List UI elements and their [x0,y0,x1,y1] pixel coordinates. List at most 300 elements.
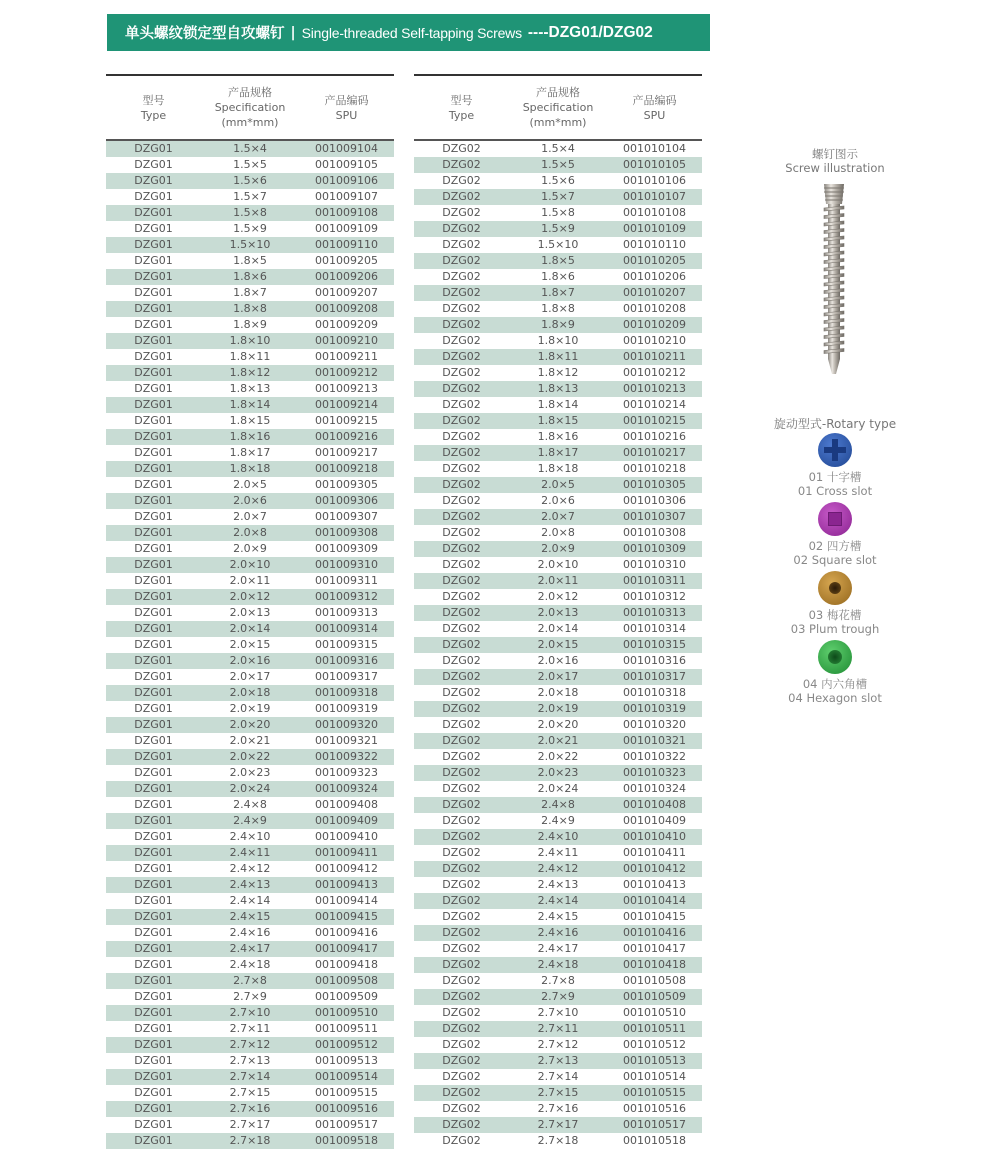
table-row [106,765,394,781]
table-body [414,141,702,1149]
table-row [414,973,702,989]
cell-specification: 1.8×5 [541,254,575,267]
table-row [106,141,394,157]
cell-specification: 1.8×8 [541,302,575,315]
cell-specification: 2.0×7 [541,510,575,523]
cell-type: DZG02 [442,814,481,827]
header-type: 型号 Type [140,93,167,122]
cell-spu: 001010313 [623,606,686,619]
table-row [106,509,394,525]
table-row [414,397,702,413]
cell-spu: 001009205 [315,254,378,267]
cell-type: DZG02 [442,1086,481,1099]
cell-specification: 2.7×14 [229,1070,271,1083]
cell-spu: 001009516 [315,1102,378,1115]
table-row [414,877,702,893]
cell-specification: 1.8×14 [229,398,271,411]
cell-spu: 001010316 [623,654,686,667]
table-row [106,893,394,909]
cell-spu: 001009518 [315,1134,378,1147]
table-row [414,477,702,493]
cell-spu: 001010307 [623,510,686,523]
table-row [106,1133,394,1149]
cell-type: DZG01 [134,142,173,155]
table-row [414,237,702,253]
cell-type: DZG01 [134,222,173,235]
table-row [414,269,702,285]
table-row [414,461,702,477]
cell-spu: 001010517 [623,1118,686,1131]
cell-type: DZG02 [442,398,481,411]
cell-specification: 1.8×13 [537,382,579,395]
cell-specification: 2.4×18 [229,958,271,971]
table-row [414,845,702,861]
cell-type: DZG01 [134,334,173,347]
cell-type: DZG02 [442,654,481,667]
cell-spu: 001010513 [623,1054,686,1067]
cell-specification: 2.0×7 [233,510,267,523]
table-row [106,669,394,685]
cell-type: DZG01 [134,926,173,939]
cell-spu: 001010310 [623,558,686,571]
cell-type: DZG01 [134,686,173,699]
table-row [106,781,394,797]
table-row [106,189,394,205]
spec-table-dzg02 [414,74,702,1149]
table-row [414,605,702,621]
table-row [106,221,394,237]
cell-specification: 2.0×10 [229,558,271,571]
cell-spu: 001009514 [315,1070,378,1083]
cell-specification: 2.7×17 [229,1118,271,1131]
cell-spu: 001009305 [315,478,378,491]
table-row [414,1117,702,1133]
cell-spu: 001009415 [315,910,378,923]
cell-spu: 001009324 [315,782,378,795]
table-row [414,301,702,317]
table-row [106,653,394,669]
cell-type: DZG02 [442,382,481,395]
cell-type: DZG01 [134,510,173,523]
table-row [414,765,702,781]
table-row [106,973,394,989]
table-row [106,493,394,509]
cell-type: DZG01 [134,654,173,667]
cell-spu: 001010314 [623,622,686,635]
cell-specification: 2.0×21 [229,734,271,747]
cell-type: DZG02 [442,446,481,459]
cell-spu: 001010414 [623,894,686,907]
cell-specification: 2.0×16 [229,654,271,667]
cell-spu: 001009412 [315,862,378,875]
cell-type: DZG02 [442,894,481,907]
table-row [106,317,394,333]
cell-type: DZG01 [134,670,173,683]
cell-spu: 001010212 [623,366,686,379]
cell-specification: 2.4×8 [541,798,575,811]
cell-type: DZG02 [442,974,481,987]
table-row [414,1069,702,1085]
cross-slot-icon [818,433,852,467]
cell-spu: 001009208 [315,302,378,315]
cell-type: DZG01 [134,174,173,187]
cell-specification: 2.0×21 [537,734,579,747]
table-body [106,141,394,1149]
table-row [106,333,394,349]
cell-type: DZG02 [442,462,481,475]
table-row [414,733,702,749]
cell-spu: 001009107 [315,190,378,203]
cell-specification: 2.0×15 [229,638,271,651]
cell-type: DZG01 [134,734,173,747]
table-row [106,301,394,317]
cell-specification: 2.0×22 [229,750,271,763]
cell-spu: 001010514 [623,1070,686,1083]
cell-type: DZG01 [134,430,173,443]
table-row [414,669,702,685]
cell-spu: 001009308 [315,526,378,539]
cell-type: DZG01 [134,974,173,987]
cell-specification: 2.4×10 [537,830,579,843]
table-row [414,1085,702,1101]
cell-specification: 1.8×7 [233,286,267,299]
cell-specification: 2.7×10 [537,1006,579,1019]
cell-specification: 1.8×18 [537,462,579,475]
cell-specification: 2.0×10 [537,558,579,571]
table-row [106,573,394,589]
cell-spu: 001010106 [623,174,686,187]
table-row [106,1117,394,1133]
cell-spu: 001010510 [623,1006,686,1019]
cell-type: DZG01 [134,494,173,507]
cell-specification: 2.4×15 [537,910,579,923]
cell-type: DZG02 [442,494,481,507]
cell-spu: 001009410 [315,830,378,843]
cell-spu: 001009105 [315,158,378,171]
table-row [106,989,394,1005]
cell-specification: 2.4×9 [541,814,575,827]
table-row [106,957,394,973]
cell-specification: 2.0×15 [537,638,579,651]
cell-type: DZG01 [134,238,173,251]
table-row [106,1069,394,1085]
cell-type: DZG01 [134,942,173,955]
cell-type: DZG01 [134,862,173,875]
cell-spu: 001010105 [623,158,686,171]
cell-type: DZG01 [134,526,173,539]
table-row [414,189,702,205]
cell-spu: 001009513 [315,1054,378,1067]
cell-spu: 001009213 [315,382,378,395]
cell-specification: 2.7×16 [229,1102,271,1115]
cell-type: DZG02 [442,878,481,891]
cell-type: DZG01 [134,1070,173,1083]
cell-type: DZG01 [134,750,173,763]
cell-type: DZG02 [442,846,481,859]
cell-type: DZG02 [442,350,481,363]
cell-specification: 1.5×6 [233,174,267,187]
cell-spu: 001010109 [623,222,686,235]
table-row [106,1085,394,1101]
table-row [414,1053,702,1069]
cell-spu: 001010413 [623,878,686,891]
table-row [106,269,394,285]
cell-spu: 001010319 [623,702,686,715]
hexagon-slot-icon [818,640,852,674]
cell-type: DZG01 [134,542,173,555]
cell-specification: 2.7×11 [537,1022,579,1035]
cell-spu: 001010306 [623,494,686,507]
cell-specification: 2.0×12 [229,590,271,603]
cell-specification: 2.0×19 [537,702,579,715]
cell-type: DZG02 [442,1022,481,1035]
cell-spu: 001010320 [623,718,686,731]
table-row [106,381,394,397]
table-row [106,1005,394,1021]
rotary-type-title: 旋动型式-Rotary type [773,417,897,431]
cell-spu: 001009109 [315,222,378,235]
cell-specification: 2.4×13 [229,878,271,891]
table-row [414,509,702,525]
cell-specification: 2.0×5 [233,478,267,491]
banner-separator: | [290,24,296,41]
cell-spu: 001010418 [623,958,686,971]
cell-specification: 2.0×17 [537,670,579,683]
cell-specification: 2.7×16 [537,1102,579,1115]
cell-specification: 1.8×11 [537,350,579,363]
cell-type: DZG01 [134,1054,173,1067]
cell-type: DZG01 [134,782,173,795]
cell-specification: 1.8×15 [537,414,579,427]
cell-spu: 001010205 [623,254,686,267]
cell-spu: 001010110 [623,238,686,251]
cell-specification: 2.0×6 [233,494,267,507]
cell-specification: 1.5×4 [541,142,575,155]
cell-type: DZG01 [134,622,173,635]
cell-type: DZG01 [134,1086,173,1099]
cell-specification: 2.4×12 [537,862,579,875]
screw-icon [818,182,850,377]
table-row [414,1021,702,1037]
cell-type: DZG02 [442,1118,481,1131]
cell-type: DZG02 [442,734,481,747]
cell-type: DZG01 [134,254,173,267]
table-row [414,1037,702,1053]
cell-specification: 1.8×17 [229,446,271,459]
cell-specification: 2.0×20 [537,718,579,731]
banner-title-en: Single-threaded Self-tapping Screws [301,24,522,41]
cell-spu: 001009104 [315,142,378,155]
cell-specification: 2.7×13 [229,1054,271,1067]
cell-spu: 001009510 [315,1006,378,1019]
cell-type: DZG02 [442,670,481,683]
cell-specification: 2.7×14 [537,1070,579,1083]
cell-specification: 2.4×14 [537,894,579,907]
cell-spu: 001009311 [315,574,378,587]
cell-type: DZG02 [442,286,481,299]
cell-specification: 1.8×10 [537,334,579,347]
table-row [106,845,394,861]
table-row [414,221,702,237]
cell-specification: 2.7×15 [229,1086,271,1099]
cell-type: DZG01 [134,286,173,299]
cell-type: DZG02 [442,142,481,155]
cell-specification: 1.5×10 [229,238,271,251]
table-row [106,429,394,445]
cell-specification: 2.7×11 [229,1022,271,1035]
cell-specification: 2.0×18 [537,686,579,699]
cell-spu: 001010206 [623,270,686,283]
cell-spu: 001009318 [315,686,378,699]
cell-type: DZG01 [134,846,173,859]
cell-specification: 1.8×6 [541,270,575,283]
cell-specification: 2.7×8 [541,974,575,987]
cell-type: DZG02 [442,862,481,875]
cell-type: DZG02 [442,1102,481,1115]
cell-type: DZG01 [134,990,173,1003]
cell-type: DZG01 [134,590,173,603]
table-row [414,333,702,349]
table-row [414,429,702,445]
cell-specification: 1.8×18 [229,462,271,475]
table-row [106,733,394,749]
cell-specification: 2.0×11 [537,574,579,587]
cell-specification: 1.5×4 [233,142,267,155]
table-row [106,157,394,173]
cell-specification: 2.0×19 [229,702,271,715]
cell-type: DZG01 [134,206,173,219]
cell-specification: 1.8×14 [537,398,579,411]
table-row [106,685,394,701]
table-row [414,685,702,701]
table-row [106,445,394,461]
header-type: 型号 Type [448,93,475,122]
cell-spu: 001010215 [623,414,686,427]
cell-specification: 1.8×13 [229,382,271,395]
cell-spu: 001010411 [623,846,686,859]
cell-type: DZG02 [442,750,481,763]
table-row [106,173,394,189]
cell-type: DZG02 [442,318,481,331]
cell-spu: 001010213 [623,382,686,395]
table-row [414,349,702,365]
cell-spu: 001009416 [315,926,378,939]
cell-specification: 1.5×8 [541,206,575,219]
table-row [414,909,702,925]
cell-spu: 001009210 [315,334,378,347]
cell-specification: 2.4×18 [537,958,579,971]
cell-specification: 1.5×7 [541,190,575,203]
cell-specification: 1.8×16 [537,430,579,443]
cell-spu: 001010217 [623,446,686,459]
cell-spu: 001010318 [623,686,686,699]
cell-specification: 2.7×18 [537,1134,579,1147]
cell-spu: 001009517 [315,1118,378,1131]
cell-specification: 1.8×11 [229,350,271,363]
cell-type: DZG02 [442,238,481,251]
cell-spu: 001010512 [623,1038,686,1051]
cell-specification: 2.7×15 [537,1086,579,1099]
cell-spu: 001009515 [315,1086,378,1099]
cell-type: DZG01 [134,766,173,779]
cell-spu: 001009417 [315,942,378,955]
cell-spu: 001009309 [315,542,378,555]
cell-spu: 001010210 [623,334,686,347]
table-row [106,925,394,941]
cell-specification: 1.8×5 [233,254,267,267]
cell-specification: 2.4×13 [537,878,579,891]
cell-spu: 001010315 [623,638,686,651]
table-row [414,829,702,845]
cell-spu: 001010218 [623,462,686,475]
table-row [106,941,394,957]
table-row [414,381,702,397]
cell-type: DZG01 [134,830,173,843]
cell-type: DZG02 [442,606,481,619]
cell-spu: 001010515 [623,1086,686,1099]
table-row [414,1101,702,1117]
cell-specification: 2.0×13 [537,606,579,619]
cell-spu: 001010518 [623,1134,686,1147]
table-row [414,637,702,653]
cell-spu: 001009214 [315,398,378,411]
cell-spu: 001010508 [623,974,686,987]
table-row [414,285,702,301]
cell-type: DZG01 [134,958,173,971]
table-row [106,797,394,813]
table-row [414,957,702,973]
table-row [106,237,394,253]
cell-spu: 001009413 [315,878,378,891]
cell-specification: 2.0×18 [229,686,271,699]
header-specification: 产品规格 Specification (mm*mm) [214,86,286,129]
table-row [414,525,702,541]
cell-type: DZG01 [134,318,173,331]
header-spu: 产品编码 SPU [632,93,677,122]
cell-specification: 2.0×22 [537,750,579,763]
table-row [106,813,394,829]
cell-spu: 001010516 [623,1102,686,1115]
cell-spu: 001009315 [315,638,378,651]
cell-spu: 001010308 [623,526,686,539]
title-banner [107,14,710,51]
cell-spu: 001010415 [623,910,686,923]
cell-spu: 001010417 [623,942,686,955]
cell-spu: 001009211 [315,350,378,363]
table-row [414,925,702,941]
table-row [414,141,702,157]
cell-specification: 2.7×13 [537,1054,579,1067]
table-row [106,861,394,877]
cell-spu: 001010214 [623,398,686,411]
cell-type: DZG01 [134,158,173,171]
cell-spu: 001009306 [315,494,378,507]
cell-specification: 2.7×12 [229,1038,271,1051]
cell-type: DZG01 [134,606,173,619]
cell-spu: 001010209 [623,318,686,331]
cell-type: DZG01 [134,1038,173,1051]
table-row [106,397,394,413]
cell-spu: 001009207 [315,286,378,299]
cell-type: DZG02 [442,910,481,923]
cell-spu: 001010208 [623,302,686,315]
cell-specification: 2.4×9 [233,814,267,827]
cell-specification: 2.0×14 [229,622,271,635]
cell-type: DZG02 [442,1134,481,1147]
cell-spu: 001010511 [623,1022,686,1035]
cell-specification: 2.4×17 [229,942,271,955]
cell-type: DZG01 [134,366,173,379]
